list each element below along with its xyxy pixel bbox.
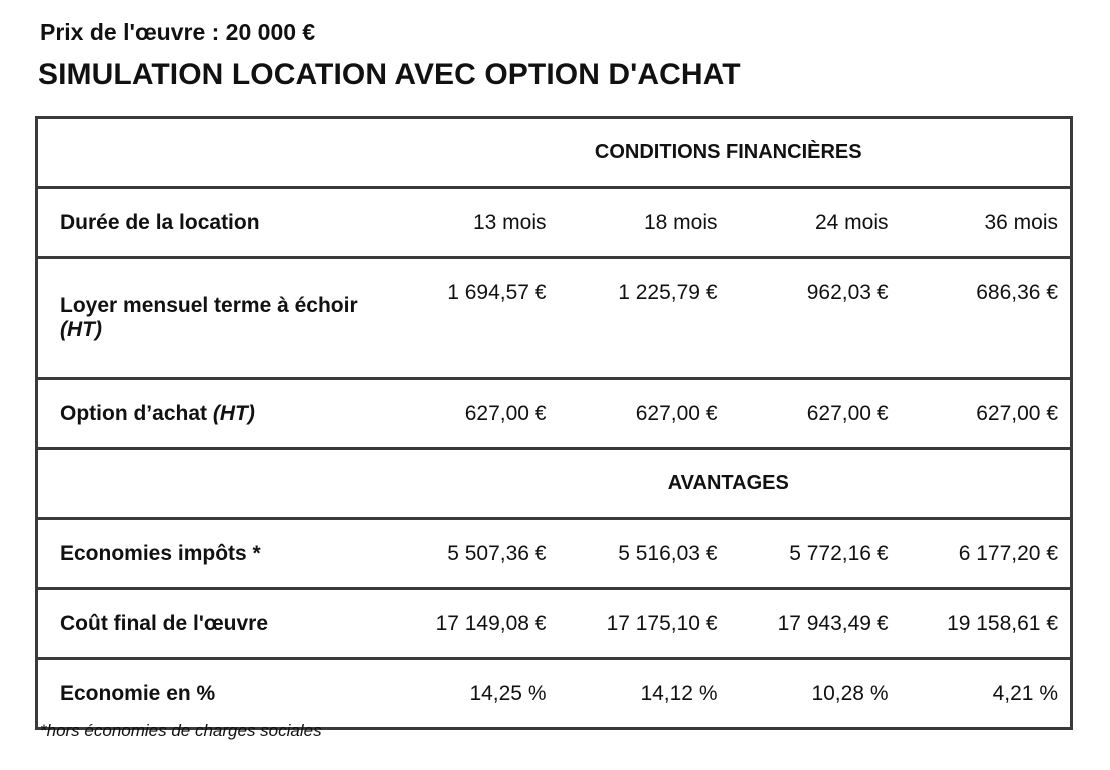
row-label [37,258,387,379]
row-label-suffix: (HT) [60,318,102,341]
cell-value: 1 694,57 € [387,258,559,379]
artwork-price: Prix de l'œuvre : 20 000 € [40,19,316,45]
table-row-final-cost [37,589,1072,659]
cell-value: 17 943,49 € [730,589,901,659]
cell-value: 5 772,16 € [730,519,901,589]
row-label [37,379,387,449]
page-title: SIMULATION LOCATION AVEC OPTION D'ACHAT [38,58,741,91]
cell-value: 5 507,36 € [387,519,559,589]
row-label: Economies impôts * [37,519,387,589]
table-row-rent [37,258,1072,379]
cell-value: 14,12 % [640,681,718,705]
row-label-suffix: (HT) [212,401,255,425]
row-label: Economie en % [60,681,216,705]
section-header-financial [37,118,1072,188]
cell-value: 18 mois [559,188,730,258]
cell-value: 627,00 € [901,379,1072,449]
cell-value: 627,00 € [387,379,559,449]
cell-value: 4,21 % [992,681,1058,705]
cell-value: 19 158,61 € [901,589,1072,659]
table-row-duration [37,188,1072,258]
simulation-table [35,116,1073,730]
cell-value: 10,28 % [811,681,889,705]
row-label: Coût final de l'œuvre [37,589,387,659]
cell-value: 36 mois [901,188,1072,258]
cell-value: 627,00 € [730,379,901,449]
section-title: AVANTAGES [387,449,1072,519]
cell-value: 1 225,79 € [559,258,730,379]
cell-value: 6 177,20 € [901,519,1072,589]
cell-value: 13 mois [387,188,559,258]
table-row-option [37,379,1072,449]
cell-value: 686,36 € [901,258,1072,379]
section-title: CONDITIONS FINANCIÈRES [387,118,1072,188]
row-label: Durée de la location [37,188,387,258]
cell-value: 627,00 € [559,379,730,449]
cell-value: 962,03 € [730,258,901,379]
cell-value: 17 149,08 € [387,589,559,659]
row-label-text: Option d’achat [60,401,207,425]
table-row-saving-percent [37,659,1072,729]
footnote: *hors économies de charges sociales [40,721,322,740]
row-label-text: Loyer mensuel terme à échoir [60,294,358,317]
cell-value: 17 175,10 € [559,589,730,659]
cell-value: 24 mois [730,188,901,258]
cell-value: 14,25 % [469,681,547,705]
section-header-advantages [37,449,1072,519]
cell-value: 5 516,03 € [559,519,730,589]
table-row-tax-savings [37,519,1072,589]
